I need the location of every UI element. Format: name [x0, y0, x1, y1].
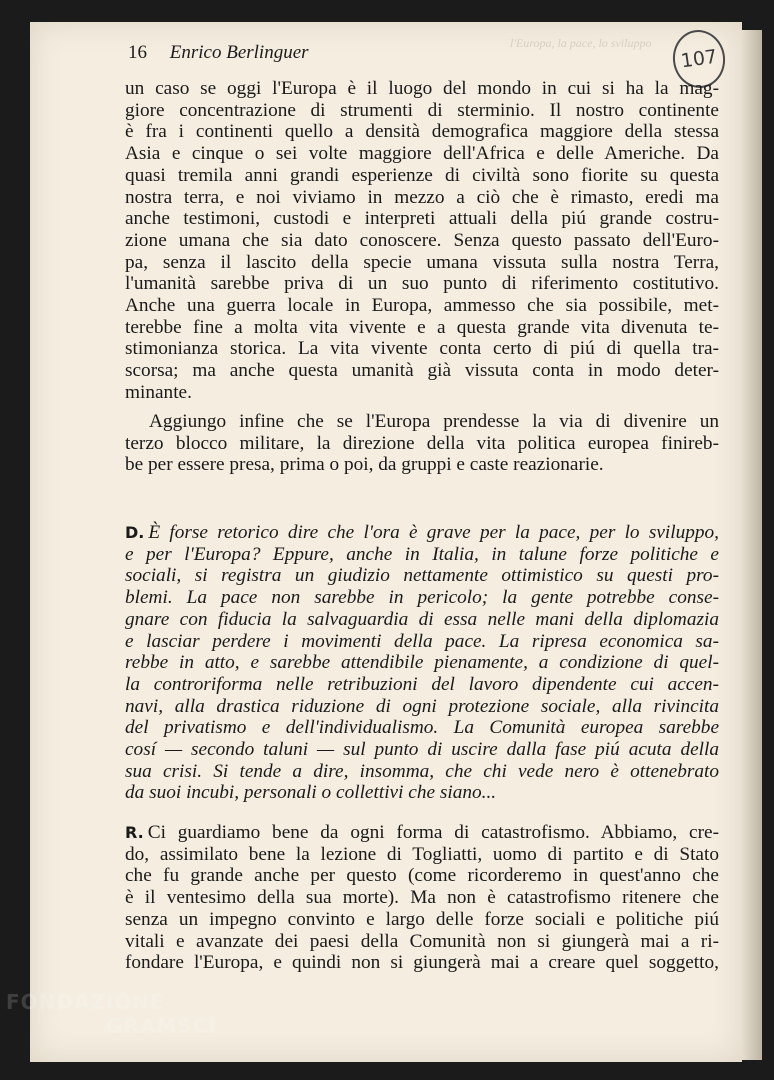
text-line: quasi tremila anni grandi esperienze di civiltà sono fiorite su questa [125, 164, 719, 186]
answer-text: Ci guardiamo bene da ogni forma di catastrofismo. Abbiamo, cre- [147, 822, 719, 843]
book-page [30, 22, 742, 1062]
text-line: sua crisi. Si tende a dire, insomma, che chi vede nero è ottenebrato [125, 760, 719, 782]
watermark-line-2: GRAMSCI [106, 1014, 217, 1038]
text-line: sociali, si registra un giudizio nettamente ottimistico su questi pro- [125, 565, 719, 587]
text-line: Aggiungo infine che se l'Europa prendesse la via di divenire un [149, 411, 719, 432]
answer-label: R. [125, 823, 144, 842]
text-line: Asia e cinque o sei volte maggiore dell'Africa e delle Americhe. Da [125, 143, 719, 165]
paragraph-continuation [125, 78, 719, 404]
text-line: pa, senza il lascito della specie umana vissuta sulla nostra Terra, [125, 251, 719, 273]
text-line: stimonianza storica. La vita vivente conta certo di piú di quella tra- [125, 338, 719, 360]
archive-stamp: 107 [669, 27, 729, 92]
text-line [125, 822, 719, 844]
text-line: e lasciar perdere i movimenti della pace. La ripresa economica sa- [125, 630, 719, 652]
page-header [128, 42, 309, 64]
running-head-author: Enrico Berlinguer [169, 42, 309, 63]
watermark-line-1: FONDAZIONE [6, 990, 165, 1014]
text-line: minante. [125, 381, 192, 403]
text-line [125, 522, 719, 544]
text-line: senza un impegno convinto e largo delle forze sociali e politiche piú [125, 908, 719, 930]
text-line: blemi. La pace non sarebbe in pericolo; la gente potrebbe conse- [125, 587, 719, 609]
text-line: cosí — secondo taluni — sul punto di uscire dalla fase piú acuta della [125, 739, 719, 761]
fondazione-gramsci-watermark [6, 992, 217, 1036]
text-line: fondare l'Europa, e quindi non si giungerà mai a creare quel soggetto, [125, 952, 719, 974]
text-line: terzo blocco militare, la direzione della vita politica europea finireb- [125, 432, 719, 454]
text-line: l'umanità sarebbe priva di un suo punto di riferimento costitutivo. [125, 273, 719, 295]
text-line: do, assimilato bene la lezione di Togliatti, uomo di partito e di Stato [125, 843, 719, 865]
text-line: scorsa; ma anche questa umanità già vissuta conta in modo deter- [125, 360, 719, 382]
interview-question [125, 522, 719, 804]
paragraph-body [125, 411, 719, 476]
text-line: un caso se oggi l'Europa è il luogo del mondo in cui si ha la mag- [125, 78, 719, 99]
text-line: e per l'Europa? Eppure, anche in Italia, in talune forze politiche e [125, 543, 719, 565]
text-line: anche testimoni, custodi e interpreti attuali della piú grande costru- [125, 208, 719, 230]
text-line: be per essere presa, prima o poi, da gruppi e caste reazionarie. [125, 454, 604, 476]
question-text: È forse retorico dire che l'ora è grave per la pace, per lo sviluppo, [148, 522, 719, 543]
text-line: rebbe in atto, e sarebbe attendibile pienamente, a condizione di quel- [125, 652, 719, 674]
text-line: del privatismo e dell'individualismo. La Comunità europea sarebbe [125, 717, 719, 739]
text-line: giore concentrazione di strumenti di sterminio. Il nostro continente [125, 99, 719, 121]
text-line: è fra i continenti quello a densità demografica maggiore della stessa [125, 121, 719, 143]
text-line: da suoi incubi, personali o collettivi che siano... [125, 782, 497, 804]
text-line: è il ventesimo della sua morte). Ma non è catastrofismo ritenere che [125, 887, 719, 909]
text-line: Anche una guerra locale in Europa, ammesso che sia possibile, met- [125, 295, 719, 317]
question-label: D. [125, 523, 145, 542]
text-line: gnare con fiducia la salvaguardia di essa nelle mani della diplomazia [125, 608, 719, 630]
text-line: che fu grande anche per questo (come ricorderemo in quest'anno che [125, 865, 719, 887]
text-line: zione umana che sia dato conoscere. Senza questo passato dell'Euro- [125, 229, 719, 251]
text-line: vitali e avanzate dei paesi della Comunità non si giungerà mai a ri- [125, 930, 719, 952]
page-number: 16 [128, 42, 147, 63]
faded-running-head: l'Europa, la pace, lo sviluppo [510, 36, 652, 50]
text-line: nostra terra, e noi viviamo in mezzo a ciò che è rimasto, eredi ma [125, 186, 719, 208]
text-line: navi, alla drastica riduzione di ogni protezione sociale, alla rivincita [125, 695, 719, 717]
text-line: terebbe fine a molta vita vivente e a questa grande vita divenuta te- [125, 316, 719, 338]
page-edge [740, 30, 762, 1060]
interview-answer [125, 822, 719, 974]
text-line: la controriforma nelle retribuzioni del lavoro dipendente cui accen- [125, 673, 719, 695]
